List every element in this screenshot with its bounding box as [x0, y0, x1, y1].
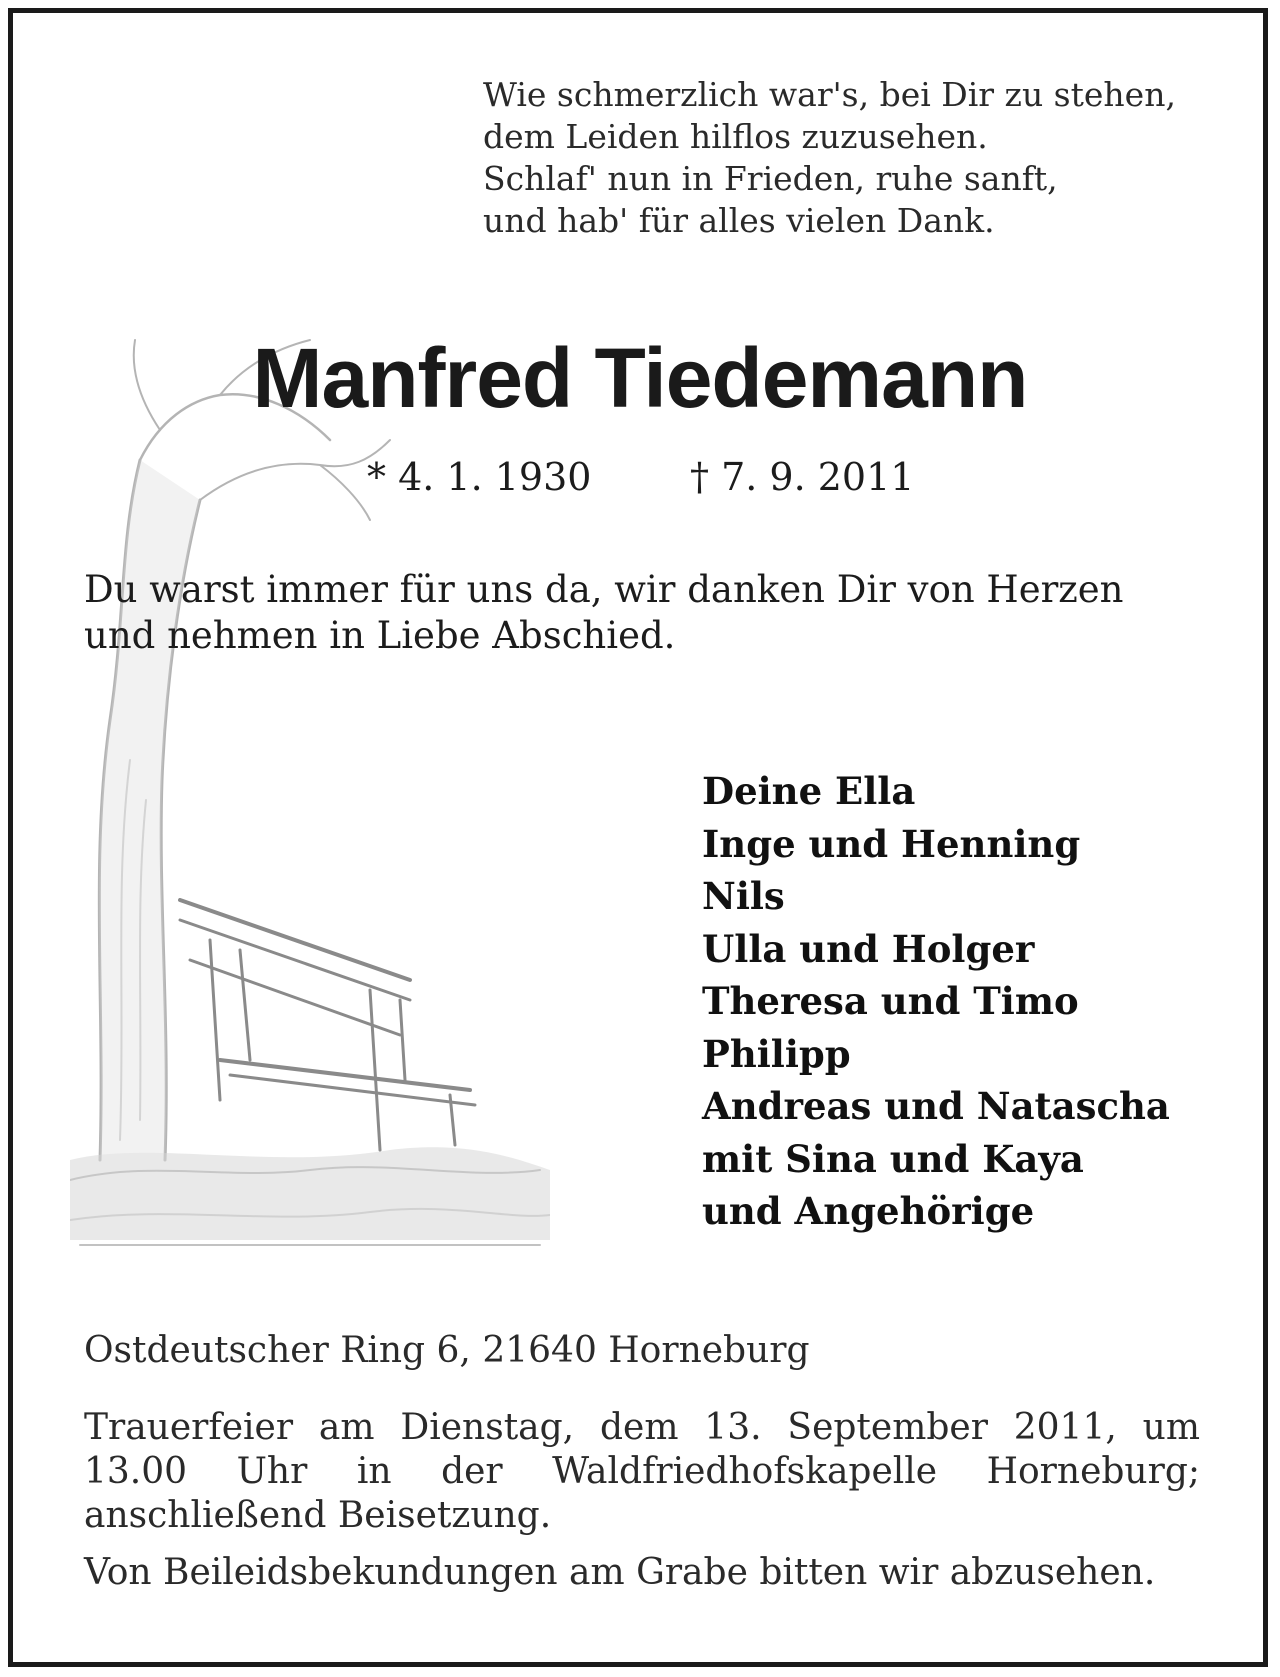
mourner: Philipp	[702, 1031, 851, 1076]
death-date: † 7. 9. 2011	[690, 455, 915, 499]
mourner: Theresa und Timo	[702, 979, 1079, 1023]
poem	[483, 74, 1223, 242]
mourner: Inge und Henning	[702, 821, 1081, 866]
mourner: Andreas und Natascha	[702, 1084, 1170, 1128]
mourner: mit Sina und Kaya	[702, 1136, 1084, 1181]
poem-line: Wie schmerzlich war's, bei Dir zu stehen,	[483, 75, 1176, 114]
mourner: und Angehörige	[702, 1189, 1035, 1233]
mourners-list	[702, 765, 1262, 1238]
deceased-name: Manfred Tiedemann	[252, 331, 1028, 425]
birth-date: * 4. 1. 1930	[367, 455, 592, 499]
mourner: Deine Ella	[702, 769, 916, 813]
condolence-request: Von Beileidsbekundungen am Grabe bitten wir abzusehen.	[84, 1552, 1156, 1593]
poem-line: dem Leiden hilflos zuzusehen.	[483, 117, 988, 156]
tree-and-bench-sketch-icon	[70, 300, 550, 1260]
mourner: Nils	[702, 874, 785, 918]
mourner: Ulla und Holger	[702, 926, 1035, 971]
thanks-line: und nehmen in Liebe Abschied.	[84, 614, 676, 657]
thanks-line: Du warst immer für uns da, wir danken Dir von Herzen	[84, 568, 1124, 611]
address: Ostdeutscher Ring 6, 21640 Horneburg	[84, 1330, 810, 1371]
poem-line: Schlaf' nun in Frieden, ruhe sanft,	[483, 159, 1058, 198]
thanks-text	[84, 567, 1214, 659]
poem-line: und hab' für alles vielen Dank.	[483, 201, 995, 240]
ceremony-details: Trauerfeier am Dienstag, dem 13. September 2011, um 13.00 Uhr in der Waldfriedhofskapelle Horneburg; anschließend Beisetzung.	[84, 1407, 1200, 1536]
